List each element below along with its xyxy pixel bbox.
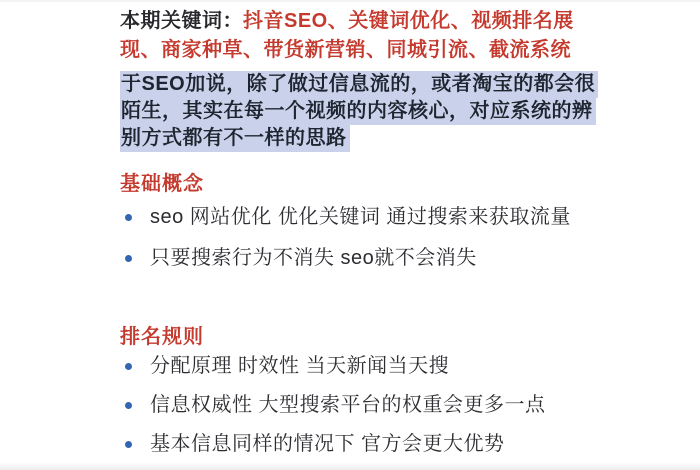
bullet-dot-icon [125, 255, 132, 262]
section-heading-ranking-rules: 排名规则 [120, 326, 204, 348]
highlighted-line: 陌生，其实在每一个视频的内容核心，对应系统的辨 [120, 98, 598, 125]
list-item-text: 只要搜索行为不消失 seo就不会消失 [150, 247, 477, 269]
list-item-text: 基本信息同样的情况下 官方会更大优势 [150, 433, 505, 455]
list-item-text: 信息权威性 大型搜索平台的权重会更多一点 [150, 394, 546, 416]
list-item [120, 394, 590, 417]
section-heading-basic-concepts: 基础概念 [120, 173, 204, 195]
keywords-intro-line-1 [120, 7, 574, 36]
highlighted-line: 于SEO加说，除了做过信息流的，或者淘宝的都会很 [120, 71, 598, 98]
keywords-intro-label: 本期关键词： [120, 10, 243, 32]
bullet-dot-icon [125, 402, 132, 409]
list-item-text: 分配原理 时效性 当天新闻当天搜 [150, 355, 450, 377]
bullet-dot-icon [125, 214, 132, 221]
keywords-list-part-2: 现、商家种草、带货新营销、同城引流、截流系统 [120, 39, 571, 61]
list-item-text: seo 网站优化 优化关键词 通过搜索来获取流量 [150, 206, 571, 228]
list-item [120, 355, 590, 378]
ranking-rules-list [120, 355, 590, 470]
highlighted-paragraph [120, 71, 598, 152]
highlighted-line: 别方式都有不一样的思路 [120, 125, 598, 152]
bullet-dot-icon [125, 441, 132, 448]
basic-concepts-list [120, 206, 590, 288]
list-item [120, 206, 590, 229]
keywords-list-part-1: 抖音SEO、关键词优化、视频排名展 [243, 10, 574, 32]
bullet-dot-icon [125, 363, 132, 370]
list-item [120, 247, 590, 270]
keywords-intro-paragraph [120, 7, 574, 65]
list-item [120, 433, 590, 456]
document-content [120, 0, 596, 470]
